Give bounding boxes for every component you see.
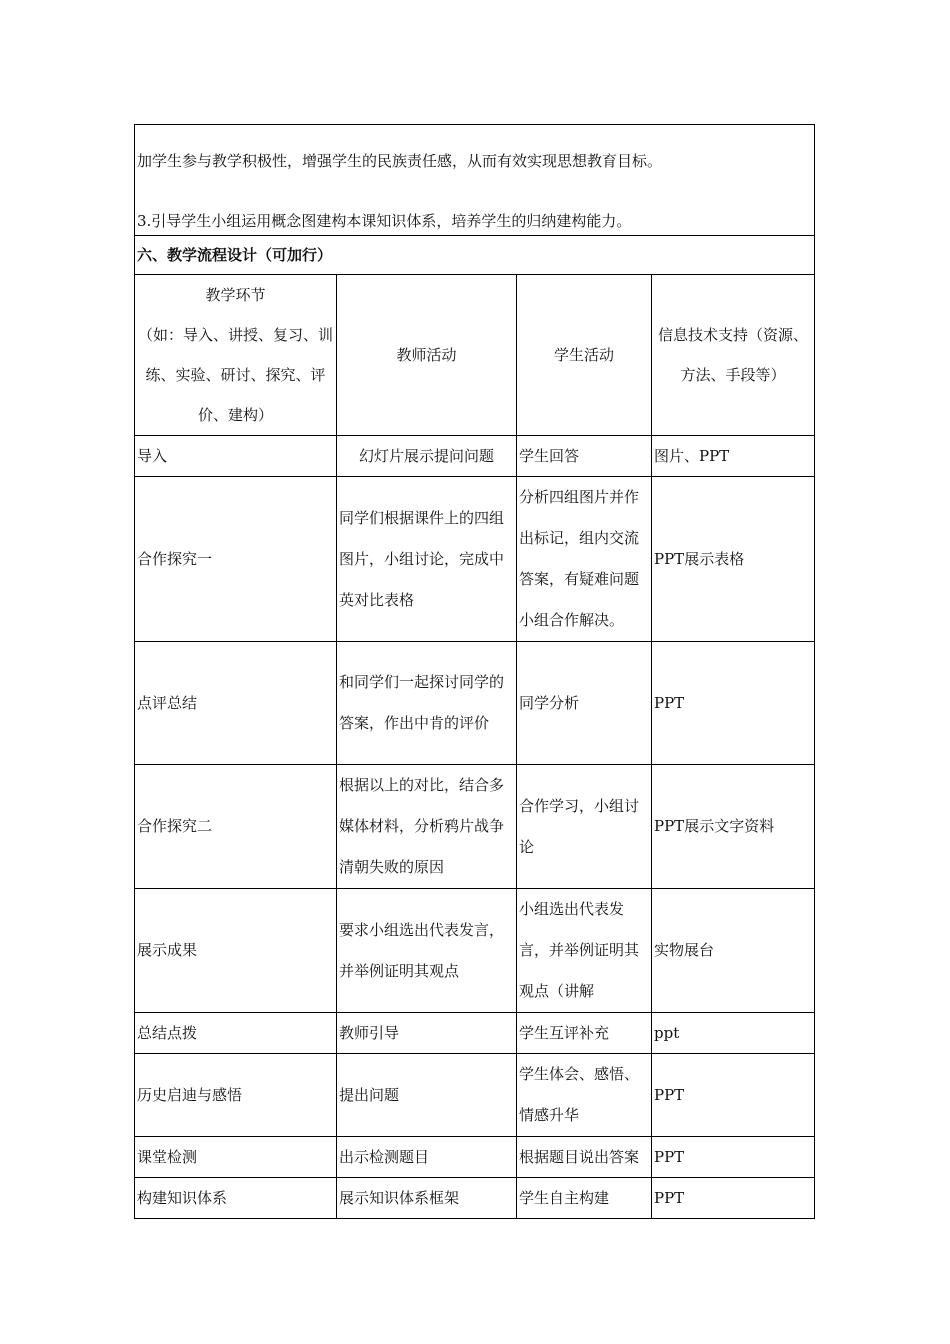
table-row xyxy=(135,765,815,889)
header-stage-title: 教学环节 xyxy=(205,286,266,304)
table-row xyxy=(135,889,815,1013)
cell-tech: 实物展台 xyxy=(652,889,815,1013)
cell-teacher: 提出问题 xyxy=(337,1054,517,1137)
header-stage xyxy=(135,275,337,436)
header-row xyxy=(135,275,815,436)
intro-row xyxy=(135,125,815,236)
table-row xyxy=(135,1054,815,1137)
cell-stage: 构建知识体系 xyxy=(135,1178,337,1219)
cell-student: 学生体会、感悟、情感升华 xyxy=(517,1054,652,1137)
cell-stage: 总结点拨 xyxy=(135,1013,337,1054)
intro-line-1: 加学生参与教学积极性，增强学生的民族责任感，从而有效实现思想教育目标。 xyxy=(137,152,663,170)
cell-student: 合作学习，小组讨论 xyxy=(517,765,652,889)
cell-tech: 图片、PPT xyxy=(652,436,815,477)
cell-teacher: 要求小组选出代表发言，并举例证明其观点 xyxy=(337,889,517,1013)
cell-stage: 展示成果 xyxy=(135,889,337,1013)
cell-stage: 课堂检测 xyxy=(135,1137,337,1178)
cell-student: 学生互评补充 xyxy=(517,1013,652,1054)
cell-tech: ppt xyxy=(652,1013,815,1054)
intro-line-2: 3.引导学生小组运用概念图建构本课知识体系，培养学生的归纳建构能力。 xyxy=(137,212,632,230)
lesson-plan-table xyxy=(134,124,815,1219)
table-row xyxy=(135,1178,815,1219)
cell-teacher: 根据以上的对比，结合多媒体材料，分析鸦片战争清朝失败的原因 xyxy=(337,765,517,889)
cell-teacher: 幻灯片展示提问问题 xyxy=(337,436,517,477)
cell-stage: 历史启迪与感悟 xyxy=(135,1054,337,1137)
cell-tech: PPT xyxy=(652,642,815,765)
table-row xyxy=(135,477,815,642)
cell-student: 小组选出代表发言，并举例证明其观点（讲解 xyxy=(517,889,652,1013)
intro-cell xyxy=(135,125,815,236)
cell-student: 学生自主构建 xyxy=(517,1178,652,1219)
cell-student: 根据题目说出答案 xyxy=(517,1137,652,1178)
cell-stage: 导入 xyxy=(135,436,337,477)
table-row xyxy=(135,642,815,765)
cell-tech: PPT展示表格 xyxy=(652,477,815,642)
cell-teacher: 教师引导 xyxy=(337,1013,517,1054)
cell-tech: PPT xyxy=(652,1178,815,1219)
cell-stage: 合作探究一 xyxy=(135,477,337,642)
cell-stage: 点评总结 xyxy=(135,642,337,765)
cell-tech: PPT xyxy=(652,1137,815,1178)
cell-teacher: 同学们根据课件上的四组图片，小组讨论，完成中英对比表格 xyxy=(337,477,517,642)
header-teacher: 教师活动 xyxy=(337,275,517,436)
cell-tech: PPT展示文字资料 xyxy=(652,765,815,889)
cell-tech: PPT xyxy=(652,1054,815,1137)
section-row xyxy=(135,236,815,275)
table-row xyxy=(135,1137,815,1178)
header-tech: 信息技术支持（资源、方法、手段等） xyxy=(652,275,815,436)
section-title: 六、教学流程设计（可加行） xyxy=(135,236,815,275)
cell-teacher: 展示知识体系框架 xyxy=(337,1178,517,1219)
cell-teacher: 和同学们一起探讨同学的答案，作出中肯的评价 xyxy=(337,642,517,765)
table-row xyxy=(135,1013,815,1054)
cell-student: 学生回答 xyxy=(517,436,652,477)
cell-teacher: 出示检测题目 xyxy=(337,1137,517,1178)
process-rows xyxy=(135,436,815,1219)
header-stage-examples: （如：导入、讲授、复习、训练、实验、研讨、探究、评价、建构） xyxy=(137,326,333,424)
cell-stage: 合作探究二 xyxy=(135,765,337,889)
header-student: 学生活动 xyxy=(517,275,652,436)
cell-student: 分析四组图片并作出标记，组内交流答案，有疑难问题小组合作解决。 xyxy=(517,477,652,642)
table-row xyxy=(135,436,815,477)
cell-student: 同学分析 xyxy=(517,642,652,765)
